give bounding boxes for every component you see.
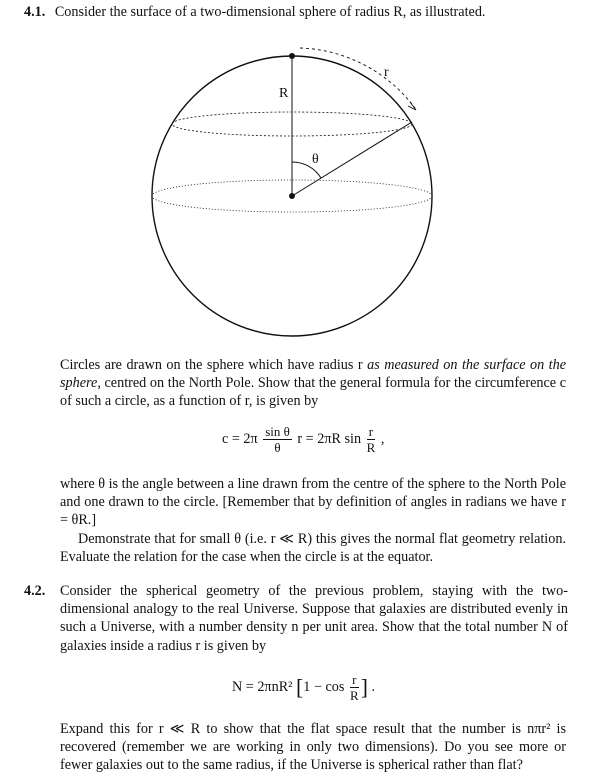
paragraph-small-theta: Demonstrate that for small θ (i.e. r ≪ R) this gives the normal flat geometry relation. Evaluate the relation for the case when the circle is at the equator. bbox=[60, 531, 566, 566]
label-r: r bbox=[384, 65, 389, 80]
sphere-figure bbox=[150, 40, 450, 340]
problem-number: 4.2. bbox=[24, 583, 46, 599]
label-R: R bbox=[279, 86, 289, 101]
arc-arrowhead bbox=[408, 102, 416, 110]
problem-4-2 bbox=[24, 582, 568, 655]
equation-circumference: c = 2π $\frac{\text{sin θ}}{\theta}$ r = 2πR sin $\frac{r}{R}$ , bbox=[222, 424, 385, 455]
equation-galaxy-count: N = 2πnR² [1 − cos $\frac{r}{R}$ ] . bbox=[232, 672, 376, 703]
problem-4-1-heading bbox=[24, 3, 584, 21]
arc-r bbox=[300, 48, 415, 108]
problem-4-2-text: Consider the spherical geometry of the previous problem, staying with the two-dimensional analogy to the real Universe. Suppose that galaxies are distributed evenly in such a Universe, with a number density n per unit area. Show that the total number N of galaxies inside a radius r is given by bbox=[60, 583, 568, 654]
angle-line bbox=[292, 122, 412, 196]
center-dot bbox=[289, 193, 295, 199]
paragraph-circles: Circles are drawn on the sphere which have radius r as measured on the surface on the sphere, centred on the North Pole. Show that the general formula for the circumference c of such a circle, as a function of r, is given by bbox=[60, 357, 567, 410]
label-theta: θ bbox=[312, 152, 319, 167]
problem-intro: Consider the surface of a two-dimensional sphere of radius R, as illustrated. bbox=[54, 4, 486, 20]
problem-number: 4.1. bbox=[24, 4, 46, 20]
north-pole-dot bbox=[289, 53, 295, 59]
paragraph-expand: Expand this for r ≪ R to show that the flat space result that the number is nπr² is recovered (remember we are working in only two dimensions). Do you see more or fewer galaxies out to the same radius, if the Universe is spherical rather than flat? bbox=[60, 721, 566, 774]
paragraph-theta-definition: where θ is the angle between a line drawn from the centre of the sphere to the North Pole and one drawn to the circle. [Remember that by definition of angles in radians we have r = θR.] bbox=[60, 476, 566, 529]
